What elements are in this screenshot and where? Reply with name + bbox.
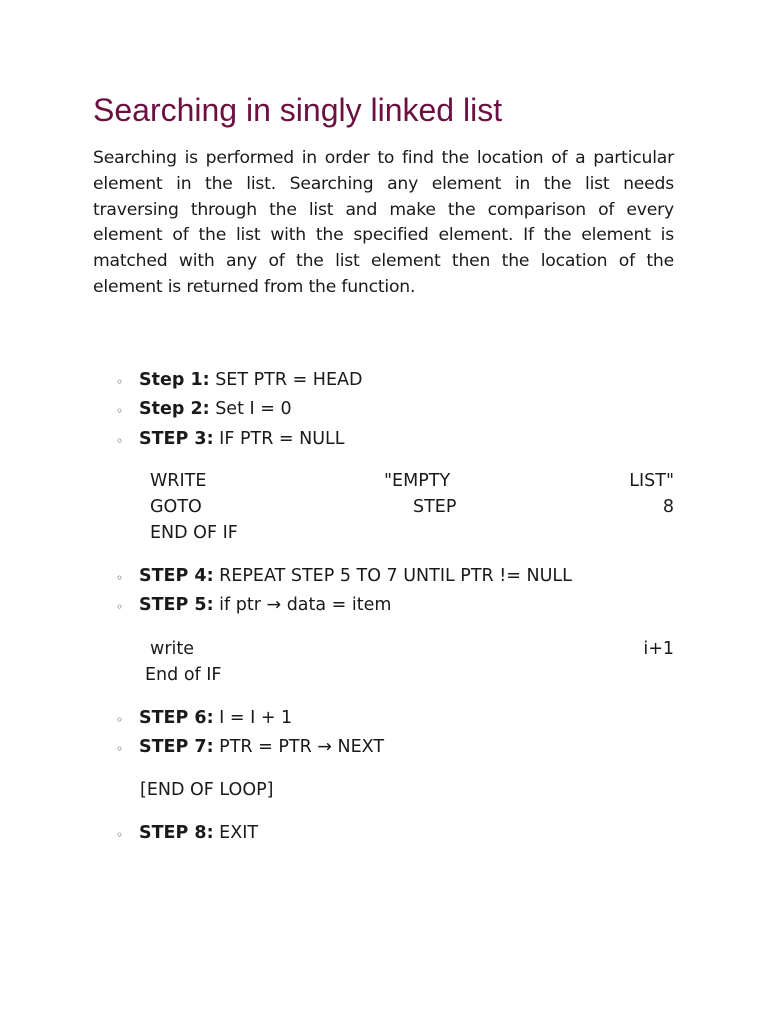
bullet-icon: ◦: [116, 404, 124, 418]
bullet-icon: ◦: [116, 375, 124, 389]
code-step: STEP: [413, 497, 457, 517]
step-text: I = I + 1: [213, 708, 293, 728]
intro-paragraph: Searching is performed in order to find the location of a particular element in the list. Searching any element in the list needs traversing through the list and make the comparison of every element of the list with the specified element. If the element is matched with any of the list element then the location of the element is returned from the function.: [93, 148, 674, 297]
step-text: PTR = PTR → NEXT: [213, 737, 385, 757]
step-text: EXIT: [213, 823, 259, 843]
code-step-number: 8: [662, 497, 674, 517]
step-label: Step 2:: [139, 399, 210, 419]
step-text: if ptr → data = item: [213, 595, 392, 615]
step-label: STEP 3:: [139, 429, 214, 449]
step-label: Step 1:: [139, 370, 210, 390]
step-label: STEP 4:: [139, 566, 214, 586]
bullet-icon: ◦: [116, 828, 124, 842]
bullet-icon: ◦: [116, 571, 124, 585]
bullet-icon: ◦: [116, 742, 124, 756]
code-value: i+1: [643, 639, 674, 659]
step-label: STEP 6:: [139, 708, 214, 728]
bullet-icon: ◦: [116, 600, 124, 614]
code-write: WRITE: [150, 471, 207, 491]
code-empty: "EMPTY: [384, 471, 451, 491]
step-text: IF PTR = NULL: [213, 429, 345, 449]
code-list: LIST": [629, 471, 674, 491]
code-goto: GOTO: [150, 497, 202, 517]
code-end-if: End of IF: [145, 665, 222, 685]
step-label: STEP 8:: [139, 823, 214, 843]
bullet-icon: ◦: [116, 434, 124, 448]
bullet-icon: ◦: [116, 713, 124, 727]
code-write: write: [150, 639, 194, 659]
loop-end-text: [END OF LOOP]: [140, 780, 274, 800]
code-end-if: END OF IF: [150, 523, 238, 543]
step-label: STEP 7:: [139, 737, 214, 757]
step-text: SET PTR = HEAD: [209, 370, 363, 390]
step-text: REPEAT STEP 5 TO 7 UNTIL PTR != NULL: [213, 566, 572, 586]
step-text: Set I = 0: [209, 399, 292, 419]
page-title: Searching in singly linked list: [93, 92, 503, 128]
step-label: STEP 5:: [139, 595, 214, 615]
